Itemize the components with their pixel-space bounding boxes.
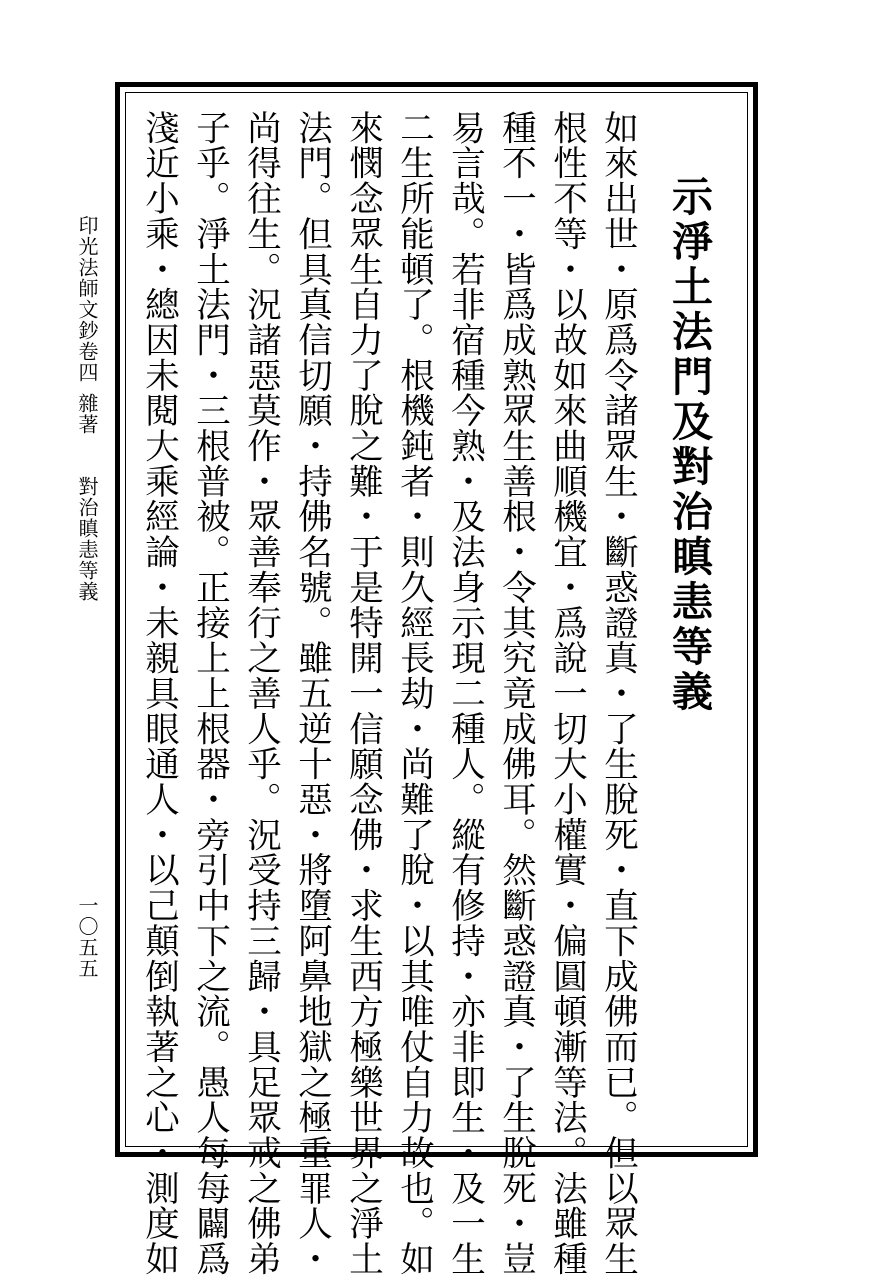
margin-article: 對治瞋恚等義 — [75, 476, 99, 602]
text-column-2: 根性不等・以故如來曲順機宜・爲說一切大小權實・偏圓頓漸等法。法雖種 — [546, 110, 587, 1277]
text-column-8: 尚得往生。況諸惡莫作・眾善奉行之善人乎。況受持三歸・具足眾戒之佛弟 — [240, 110, 281, 1277]
text-column-9: 子乎。淨土法門・三根普被。正接上上根器・旁引中下之流。愚人每每闢爲 — [189, 110, 230, 1277]
text-column-3: 種不一・皆爲成熟眾生善根・令其究竟成佛耳。然斷惑證真・了生脫死・豈 — [495, 110, 536, 1277]
margin-section: 雜著 — [75, 393, 99, 435]
text-column-5: 二生所能頓了。根機鈍者・則久經長劫・尚難了脫・以其唯仗自力故也。如 — [393, 110, 434, 1277]
text-column-1: 如來出世・原爲令諸眾生・斷惑證真・了生脫死・直下成佛而已。但以眾生 — [597, 110, 638, 1277]
page-number: 一〇五五 — [75, 895, 99, 979]
article-title: 示淨土法門及對治瞋恚等義 — [665, 175, 713, 715]
text-column-6: 來憫念眾生自力了脫之難・于是特開一信願念佛・求生西方極樂世界之淨土 — [342, 110, 383, 1277]
text-column-7: 法門。但具真信切願・持佛名號。雖五逆十惡・將墮阿鼻地獄之極重罪人・ — [291, 110, 332, 1277]
margin-book-title: 印光法師文鈔卷四 — [75, 215, 99, 383]
text-column-10: 淺近小乘・總因未閱大乘經論・未親具眼通人・以己顛倒執著之心・測度如 — [138, 110, 179, 1277]
text-column-4: 易言哉。若非宿種今熟・及法身示現二種人。縱有修持・亦非即生・及一生 — [444, 110, 485, 1277]
